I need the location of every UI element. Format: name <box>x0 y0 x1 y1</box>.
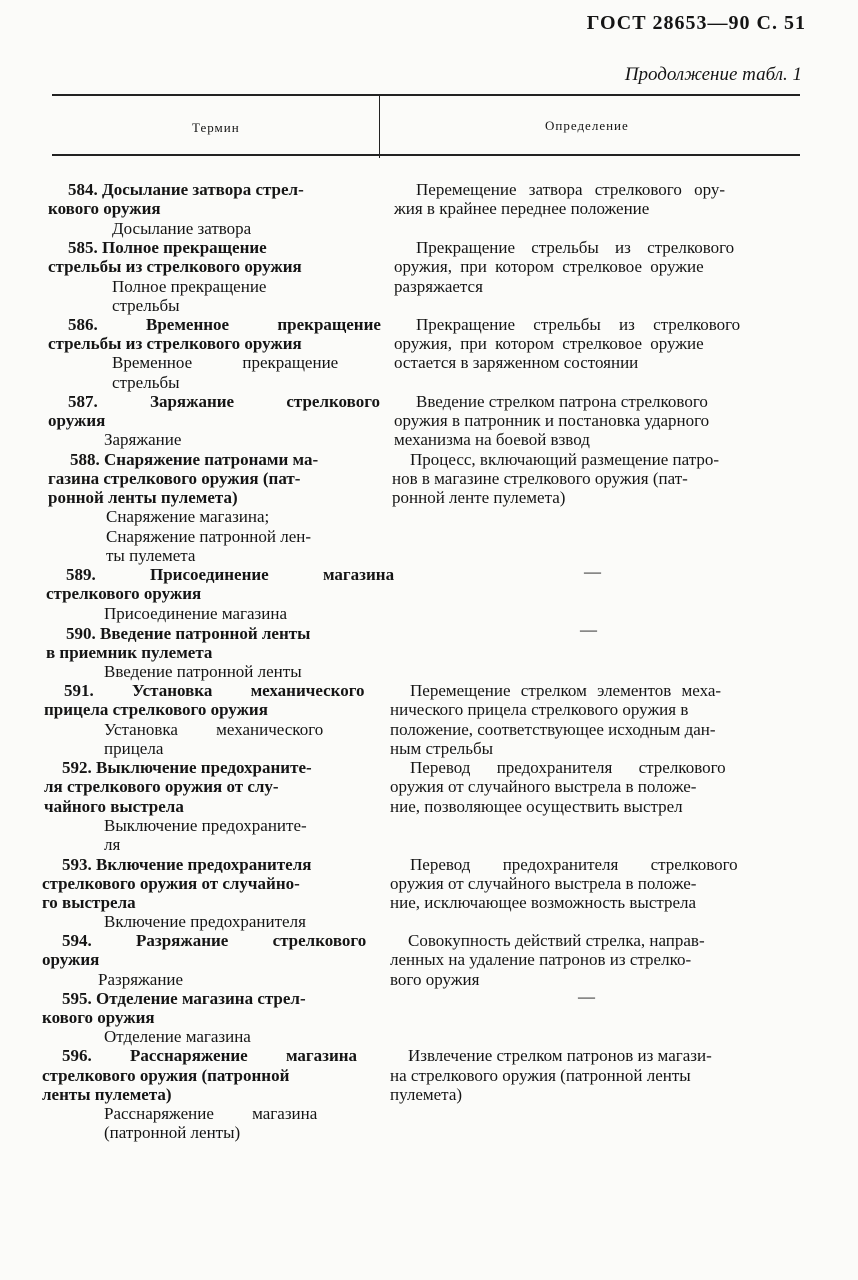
def-588-line2: нов в магазине стрелкового оружия (пат- <box>392 469 688 488</box>
term-589-line1: 589. Присоединение магазина <box>66 565 395 584</box>
def-588-line3: ронной ленте пулемета) <box>392 488 566 507</box>
term-596-short1: Расснаряжение магазина <box>104 1104 318 1123</box>
term-585-line2: стрельбы из стрелкового оружия <box>48 257 302 276</box>
term-593-line1: 593. Включение предохранителя <box>62 855 312 874</box>
term-592-line2: ля стрелкового оружия от слу- <box>44 777 279 796</box>
term-590-line2: в приемник пулемета <box>46 643 213 662</box>
def-594-line3: вого оружия <box>390 970 480 989</box>
def-587-line2: оружия в патронник и постановка ударного <box>394 411 710 430</box>
term-588-short3: ты пулемета <box>106 546 196 565</box>
def-588-line1: Процесс, включающий размещение патро- <box>410 450 720 469</box>
def-592-line3: ние, позволяющее осуществить выстрел <box>390 797 683 816</box>
def-584-line1: Перемещение затвора стрелкового ору- <box>416 180 726 199</box>
term-585-short1: Полное прекращение <box>112 277 267 296</box>
term-594-short: Разряжание <box>98 970 184 989</box>
term-592-short2: ля <box>104 835 121 854</box>
term-589-short: Присоединение магазина <box>104 604 287 623</box>
term-586-short1: Временное прекращение <box>112 353 339 372</box>
term-585-short2: стрельбы <box>112 296 180 315</box>
term-588-short1: Снаряжение магазина; <box>106 507 270 526</box>
column-header-definition: Определение <box>545 118 629 133</box>
term-587-short: Заряжание <box>104 430 182 449</box>
term-593-line2: стрелкового оружия от случайно- <box>42 874 300 893</box>
page-number-header: ГОСТ 28653—90 С. 51 <box>586 12 806 34</box>
term-592-line1: 592. Выключение предохраните- <box>62 758 312 777</box>
def-586-line1: Прекращение стрельбы из стрелкового <box>416 315 741 334</box>
def-585-line2: оружия, при котором стрелковое оружие <box>394 257 704 276</box>
term-590-line1: 590. Введение патронной ленты <box>66 624 311 643</box>
term-586-line1: 586. Временное прекращение <box>68 315 381 334</box>
def-589-dash: — <box>584 562 601 581</box>
def-587-line1: Введение стрелком патрона стрелкового <box>416 392 708 411</box>
def-594-line1: Совокупность действий стрелка, направ- <box>408 931 705 950</box>
def-596-line3: пулемета) <box>390 1085 463 1104</box>
term-594-line1: 594. Разряжание стрелкового <box>62 931 367 950</box>
def-586-line3: остается в заряженном состоянии <box>394 353 639 372</box>
def-591-line3: положение, соответствующее исходным дан- <box>390 720 716 739</box>
def-585-line1: Прекращение стрельбы из стрелкового <box>416 238 735 257</box>
term-591-short1: Установка механического <box>104 720 324 739</box>
term-596-line1: 596. Расснаряжение магазина <box>62 1046 358 1065</box>
def-584-line2: жия в крайнее переднее положение <box>394 199 650 218</box>
def-593-line3: ние, исключающее возможность выстрела <box>390 893 697 912</box>
def-592-line1: Перевод предохранителя стрелкового <box>410 758 726 777</box>
term-586-line2: стрельбы из стрелкового оружия <box>48 334 302 353</box>
def-590-dash: — <box>580 620 597 639</box>
term-588-short2: Снаряжение патронной лен- <box>106 527 312 546</box>
def-586-line2: оружия, при котором стрелковое оружие <box>394 334 704 353</box>
term-588-line3: ронной ленты пулемета) <box>48 488 238 507</box>
def-593-line2: оружия от случайного выстрела в положе- <box>390 874 697 893</box>
term-592-line3: чайного выстрела <box>44 797 184 816</box>
term-588-line1: 588. Снаряжение патронами ма- <box>70 450 319 469</box>
def-587-line3: механизма на боевой взвод <box>394 430 590 449</box>
term-596-short2: (патронной ленты) <box>104 1123 241 1142</box>
term-588-line2: газина стрелкового оружия (пат- <box>48 469 301 488</box>
def-596-line2: на стрелкового оружия (патронной ленты <box>390 1066 691 1085</box>
table-top-rule <box>52 94 800 96</box>
table-header-rule <box>52 154 800 156</box>
term-592-short1: Выключение предохраните- <box>104 816 307 835</box>
term-594-line2: оружия <box>42 950 100 969</box>
term-587-line1: 587. Заряжание стрелкового <box>68 392 380 411</box>
term-589-line2: стрелкового оружия <box>46 584 202 603</box>
term-593-short: Включение предохранителя <box>104 912 306 931</box>
column-divider <box>379 96 380 158</box>
term-595-short: Отделение магазина <box>104 1027 251 1046</box>
term-591-line2: прицела стрелкового оружия <box>44 700 268 719</box>
def-585-line3: разряжается <box>394 277 483 296</box>
term-586-short2: стрельбы <box>112 373 180 392</box>
term-591-line1: 591. Установка механического <box>64 681 365 700</box>
term-593-line3: го выстрела <box>42 893 136 912</box>
term-595-line2: кового оружия <box>42 1008 155 1027</box>
term-584-line2: кового оружия <box>48 199 161 218</box>
term-595-line1: 595. Отделение магазина стрел- <box>62 989 306 1008</box>
def-593-line1: Перевод предохранителя стрелкового <box>410 855 738 874</box>
def-594-line2: ленных на удаление патронов из стрелко- <box>390 950 692 969</box>
term-596-line3: ленты пулемета) <box>42 1085 172 1104</box>
term-584-line1 <box>68 180 366 199</box>
def-591-line2: нического прицела стрелкового оружия в <box>390 700 689 719</box>
def-596-line1: Извлечение стрелком патронов из магази- <box>408 1046 712 1065</box>
column-header-term: Термин <box>192 120 240 135</box>
def-595-dash: — <box>578 987 595 1006</box>
term-596-line2: стрелкового оружия (патронной <box>42 1066 290 1085</box>
def-591-line4: ным стрельбы <box>390 739 494 758</box>
term-584-text: 584. Досылание затвора стрел- <box>68 180 304 199</box>
term-584-short: Досылание затвора <box>112 219 252 238</box>
term-591-short2: прицела <box>104 739 164 758</box>
term-585-line1: 585. Полное прекращение <box>68 238 267 257</box>
def-591-line1: Перемещение стрелком элементов меха- <box>410 681 722 700</box>
def-592-line2: оружия от случайного выстрела в положе- <box>390 777 697 796</box>
table-continuation-label: Продолжение табл. 1 <box>624 64 802 85</box>
term-590-short: Введение патронной ленты <box>104 662 302 681</box>
term-587-line2: оружия <box>48 411 106 430</box>
